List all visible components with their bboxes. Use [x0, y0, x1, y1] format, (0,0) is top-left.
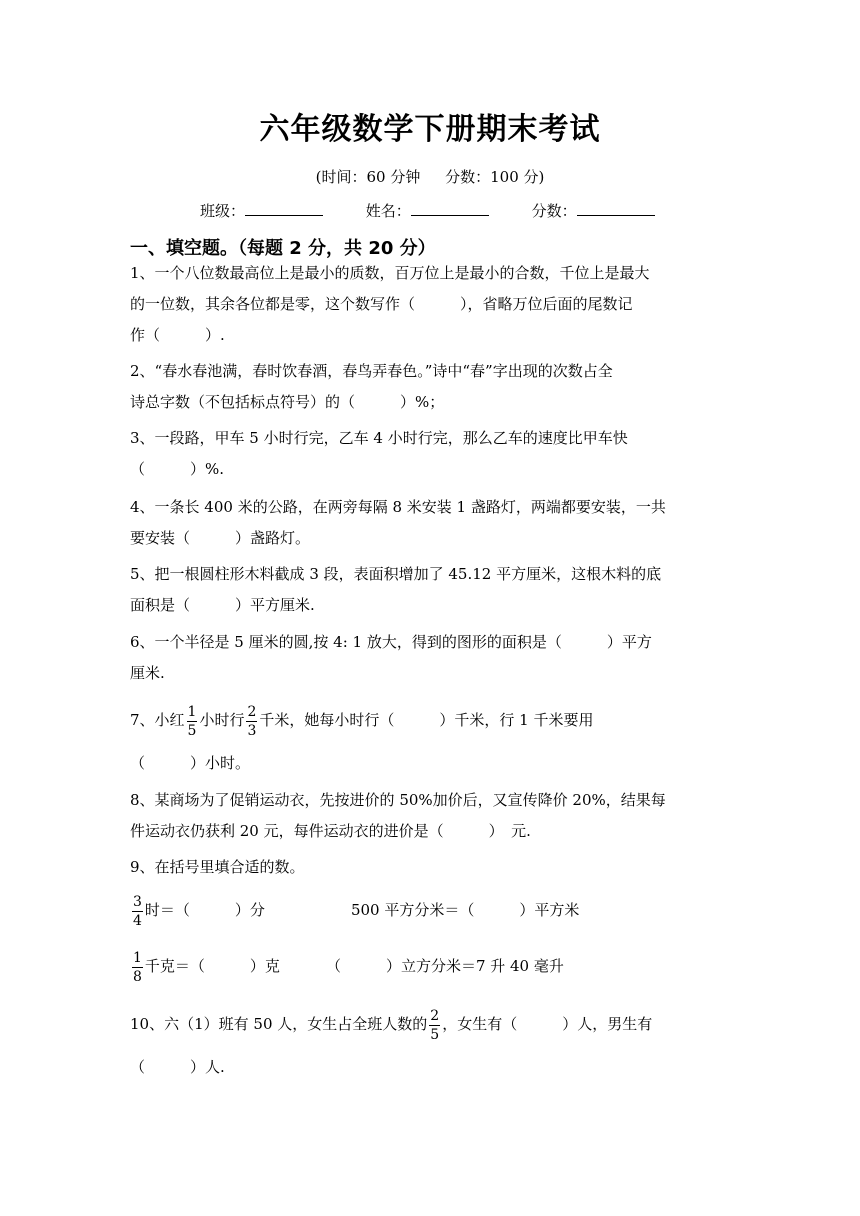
exam-total-score: 分数：100 分)	[445, 168, 545, 186]
question-1-line-2: 的一位数，其余各位都是零，这个数写作（ ），省略万位后面的尾数记	[130, 295, 633, 313]
name-label: 姓名：	[365, 202, 411, 220]
class-blank[interactable]	[245, 201, 323, 216]
question-1	[130, 258, 730, 351]
class-label: 班级：	[200, 202, 246, 220]
fraction-one-fifth: $\frac{1}{5}$	[187, 703, 197, 739]
question-6-line-1: 6、一个半径是 5 厘米的圆,按 4: 1 放大，得到的图形的面积是（ ）平方	[130, 633, 652, 651]
question-2-line-1: 2、“春水春池满，春时饮春酒，春鸟弄春色。”诗中“春”字出现的次数占全	[130, 362, 613, 380]
page-title: 六年级数学下册期末考试	[259, 112, 601, 147]
question-7-line-1: 7、小红 $\frac{1}{5}$ 小时行 $\frac{2}{3}$ 千米，她每小时行（ ）千米，行 1 千米要用	[130, 703, 594, 739]
fraction-one-eighth: $\frac{1}{8}$	[133, 949, 142, 985]
question-1-line-1: 1、一个八位数最高位上是最小的质数，百万位上是最小的合数，千位上是最大	[130, 264, 650, 282]
question-4-line-1: 4、一条长 400 米的公路，在两旁每隔 8 米安装 1 盏路灯，两端都要安装，一共	[130, 498, 666, 516]
question-4-line-2: 要安装（ ）盏路灯。	[130, 529, 311, 547]
question-8-line-2: 件运动衣仍获利 20 元，每件运动衣的进价是（ ） 元.	[130, 822, 531, 840]
question-9	[130, 852, 730, 883]
question-2-line-2: 诗总字数（不包括标点符号）的（ ）%；	[130, 393, 445, 411]
question-8	[130, 785, 730, 847]
question-3-line-1: 3、一段路，甲车 5 小时行完，乙车 4 小时行完，那么乙车的速度比甲车快	[130, 429, 628, 447]
question-10-line-1: 10、六（1）班有 50 人，女生占全班人数的 $\frac{2}{5}$ ，女生有（ ）人，男生有	[130, 1007, 653, 1043]
student-info-row	[200, 200, 693, 221]
question-9-row-1: $\frac{3}{4}$ 时＝（ ）分 500 平方分米＝（ ）平方米	[133, 893, 580, 929]
question-7	[130, 698, 730, 779]
question-3	[130, 423, 730, 485]
question-1-line-3: 作（ ）.	[130, 326, 225, 344]
question-5-line-2: 面积是（ ）平方厘米.	[130, 596, 315, 614]
question-6-line-2: 厘米.	[130, 664, 165, 682]
exam-time: (时间：60 分钟	[315, 168, 421, 186]
fraction-three-fourths: $\frac{3}{4}$	[133, 893, 142, 929]
question-3-line-2: （ ）%.	[130, 460, 225, 478]
exam-subtitle	[0, 166, 860, 187]
question-10	[130, 1002, 730, 1083]
score-blank[interactable]	[577, 201, 655, 216]
section-heading: 一、填空题。（每题 2 分，共 20 分）	[130, 238, 436, 259]
question-5	[130, 559, 730, 621]
question-4	[130, 492, 730, 554]
question-9-line-1: 9、在括号里填合适的数。	[130, 858, 305, 876]
question-8-line-1: 8、某商场为了促销运动衣，先按进价的 50%加价后，又宣传降价 20%，结果每	[130, 791, 666, 809]
question-5-line-1: 5、把一根圆柱形木料截成 3 段，表面积增加了 45.12 平方厘米，这根木料的底	[130, 565, 662, 583]
fraction-two-fifths: $\frac{2}{5}$	[430, 1007, 440, 1043]
name-blank[interactable]	[411, 201, 489, 216]
question-10-line-2: （ ）人.	[130, 1058, 225, 1076]
question-2	[130, 356, 730, 418]
question-9-row-2: $\frac{1}{8}$ 千克＝（ ）克 （ ）立方分米＝7 升 40 毫升	[133, 949, 564, 985]
score-label: 分数：	[531, 202, 577, 220]
question-7-line-2: （ ）小时。	[130, 754, 251, 772]
fraction-two-thirds: $\frac{2}{3}$	[247, 703, 257, 739]
question-6	[130, 627, 730, 689]
